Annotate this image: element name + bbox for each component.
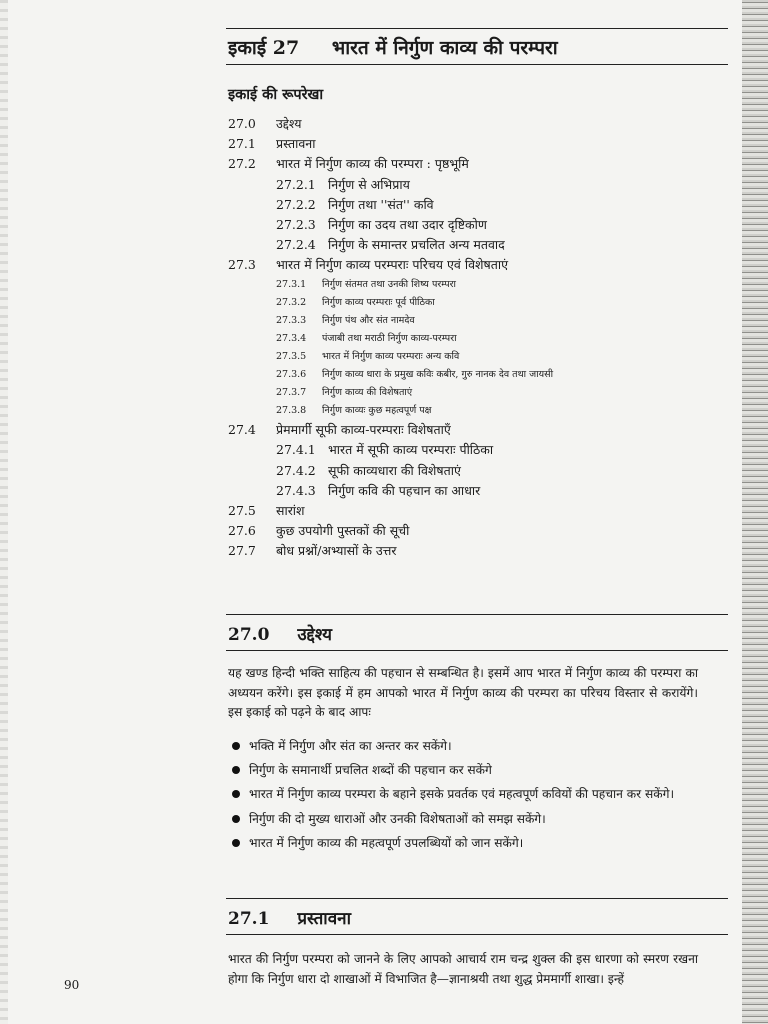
toc-item-number: 27.3.2 <box>276 296 307 308</box>
toc-item-text: निर्गुण का उदय तथा उदार दृष्टिकोण <box>328 216 487 232</box>
objective-item <box>232 782 712 806</box>
toc-item-text: निर्गुण से अभिप्राय <box>328 176 410 192</box>
toc-item <box>228 461 728 481</box>
toc-item-text: निर्गुण तथा ''संत'' कवि <box>328 196 434 212</box>
objective-text: भारत में निर्गुण काव्य परम्परा के बहाने इसके प्रवर्तक एवं महत्वपूर्ण कवियों की पहचान कर सकेंगे। <box>249 787 675 802</box>
toc-item-text: निर्गुण संतमत तथा उनकी शिष्य परम्परा <box>322 278 457 290</box>
toc-item-number: 27.4.1 <box>276 442 316 458</box>
toc-item <box>228 215 728 235</box>
toc-item <box>228 114 728 134</box>
objective-item <box>232 758 712 782</box>
toc-item-number: 27.6 <box>228 523 256 539</box>
section-271-paragraph: भारत की निर्गुण परम्परा को जानने के लिए आपको आचार्य राम चन्द्र शुक्ल की इस धारणा को स्मरण रखना होगा कि निर्गुण धारा दो शाखाओं में विभाजित है—ज्ञानाश्रयी तथा शुद्ध प्रेममार्गी शाखा। इन्हें <box>228 952 698 986</box>
section-271-number: 27.1 <box>228 909 270 929</box>
outline-heading: इकाई की रूपरेखा <box>228 86 324 103</box>
objective-item <box>232 734 712 758</box>
page-edge-left <box>0 0 8 1024</box>
toc-item-number: 27.1 <box>228 136 256 152</box>
toc-item <box>228 154 728 174</box>
toc-item-text: निर्गुण काव्य धारा के प्रमुख कविः कबीर, गुरु नानक देव तथा जायसी <box>322 368 554 380</box>
toc-item-number: 27.3.1 <box>276 278 307 290</box>
section-271-rule <box>226 898 728 899</box>
top-rule <box>226 28 728 29</box>
table-of-contents <box>228 114 728 562</box>
toc-item-text: निर्गुण कवि की पहचान का आधार <box>328 482 481 498</box>
toc-item-text: निर्गुण के समान्तर प्रचलित अन्य मतवाद <box>328 237 505 253</box>
toc-item-text: भारत में निर्गुण काव्य परम्पराः अन्य कवि <box>322 350 460 362</box>
toc-item-text: निर्गुण काव्य परम्पराः पूर्व पीठिका <box>322 296 435 308</box>
toc-item-text: सारांश <box>276 503 305 518</box>
toc-item <box>228 501 728 521</box>
toc-item-text: प्रस्तावना <box>276 136 316 152</box>
toc-item-text: भारत में सूफी काव्य परम्पराः पीठिका <box>328 442 494 458</box>
toc-item-text: बोध प्रश्नों/अभ्यासों के उत्तर <box>276 543 397 559</box>
toc-item-number: 27.3.8 <box>276 405 307 417</box>
toc-item-number: 27.2 <box>228 156 256 172</box>
toc-item-number: 27.2.1 <box>276 176 316 192</box>
unit-number: इकाई 27 <box>228 37 300 59</box>
section-271-underline <box>226 934 728 935</box>
toc-item-text: भारत में निर्गुण काव्य की परम्परा : पृष्ठभूमि <box>276 156 469 172</box>
section-270-paragraph: यह खण्ड हिन्दी भक्ति साहित्य की पहचान से सम्बन्धित है। इसमें आप भारत में निर्गुण काव्य की परम्परा का अध्ययन करेंगे। इस इकाई में हम आपको भारत में निर्गुण काव्य की परम्परा का परिचय विस्तार से करायेंगे। इस इकाई को पढ़ने के बाद आपः <box>228 666 698 720</box>
title-underline <box>226 64 728 65</box>
toc-item <box>228 330 728 348</box>
section-270-underline <box>226 650 728 651</box>
toc-item-number: 27.7 <box>228 543 256 559</box>
toc-item <box>228 175 728 195</box>
unit-title-text: भारत में निर्गुण काव्य की परम्परा <box>331 37 558 59</box>
toc-item-text: निर्गुण काव्य की विशेषताएं <box>322 387 413 399</box>
toc-item-number: 27.4 <box>228 422 256 438</box>
objectives-list <box>232 734 712 855</box>
toc-item-number: 27.5 <box>228 503 256 518</box>
toc-item <box>228 541 728 561</box>
toc-item-number: 27.2.4 <box>276 237 316 253</box>
objective-text: निर्गुण की दो मुख्य धाराओं और उनकी विशेषताओं को समझ सकेंगे। <box>249 811 546 826</box>
toc-item-number: 27.3.5 <box>276 350 307 362</box>
toc-item-number: 27.2.2 <box>276 196 316 212</box>
section-270-number: 27.0 <box>228 625 270 645</box>
toc-item-number: 27.3.7 <box>276 387 307 399</box>
toc-item-number: 27.3.6 <box>276 368 307 380</box>
toc-item-number: 27.3.3 <box>276 314 307 326</box>
toc-item-text: कुछ उपयोगी पुस्तकों की सूची <box>276 523 410 539</box>
toc-item <box>228 402 728 420</box>
section-271-title: प्रस्तावना <box>297 909 351 929</box>
objective-text: निर्गुण के समानार्थी प्रचलित शब्दों की पहचान कर सकेंगे <box>249 763 492 778</box>
toc-item-number: 27.4.2 <box>276 462 316 478</box>
toc-item-text: भारत में निर्गुण काव्य परम्पराः परिचय एवं विशेषताएं <box>276 257 509 273</box>
toc-item <box>228 294 728 312</box>
toc-item-number: 27.2.3 <box>276 216 316 232</box>
bullet-icon <box>232 815 240 823</box>
toc-item <box>228 481 728 501</box>
bullet-icon <box>232 742 240 750</box>
section-270-title: उद्देश्य <box>297 625 332 645</box>
toc-item <box>228 366 728 384</box>
toc-item-text: निर्गुण पंथ और संत नामदेव <box>322 314 415 326</box>
toc-item <box>228 420 728 440</box>
bullet-icon <box>232 766 240 774</box>
toc-item <box>228 255 728 275</box>
toc-item-text: उद्देश्य <box>276 116 302 131</box>
section-270-heading <box>228 622 332 645</box>
toc-item-number: 27.3.4 <box>276 332 307 344</box>
toc-item <box>228 276 728 294</box>
toc-item-text: प्रेममार्गी सूफी काव्य-परम्पराः विशेषताएँ <box>276 422 451 438</box>
toc-item-number: 27.3 <box>228 257 256 273</box>
toc-item <box>228 312 728 330</box>
bullet-icon <box>232 839 240 847</box>
bullet-icon <box>232 790 240 798</box>
objective-text: भक्ति में निर्गुण और संत का अन्तर कर सकेंगे। <box>249 739 452 753</box>
toc-item <box>228 384 728 402</box>
section-270-rule <box>226 614 728 615</box>
toc-item <box>228 134 728 154</box>
unit-title <box>228 34 558 60</box>
toc-item <box>228 521 728 541</box>
page-edge-right <box>742 0 768 1024</box>
page-number: 90 <box>64 978 80 992</box>
toc-item-text: सूफी काव्यधारा की विशेषताएं <box>328 462 461 478</box>
section-271-heading <box>228 906 351 929</box>
toc-item-text: निर्गुण काव्यः कुछ महत्वपूर्ण पक्ष <box>322 405 432 417</box>
toc-item-text: पंजाबी तथा मराठी निर्गुण काव्य-परम्परा <box>322 332 457 344</box>
toc-item <box>228 440 728 460</box>
toc-item-number: 27.4.3 <box>276 482 316 498</box>
toc-item <box>228 195 728 215</box>
objective-item <box>232 807 712 831</box>
objective-text: भारत में निर्गुण काव्य की महत्वपूर्ण उपलब्धियों को जान सकेंगे। <box>249 835 524 850</box>
objective-item <box>232 831 712 855</box>
toc-item <box>228 235 728 255</box>
toc-item-number: 27.0 <box>228 116 256 131</box>
toc-item <box>228 348 728 366</box>
